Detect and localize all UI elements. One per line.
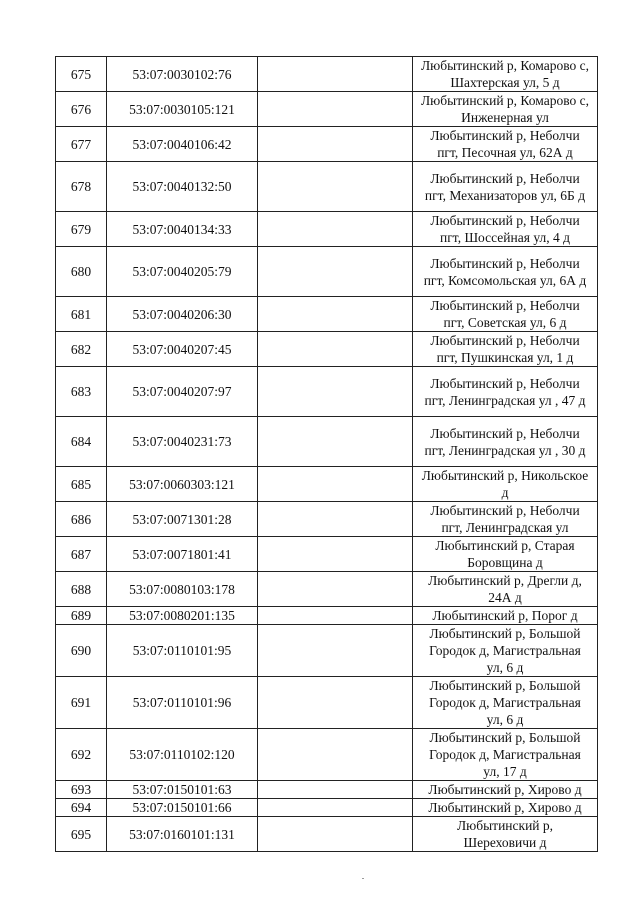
address-cell (413, 781, 598, 799)
address-line: Любытинский р, Хирово д (428, 800, 582, 815)
address-cell (413, 502, 598, 537)
address-line: Любытинский р, Комарово с, (421, 93, 589, 108)
table-row (56, 572, 598, 607)
cadastral-number-cell: 53:07:0110101:95 (107, 625, 258, 677)
cadastral-number-cell: 53:07:0040134:33 (107, 212, 258, 247)
address-line: Любытинский р, Большой (429, 678, 581, 693)
cadastral-number-cell: 53:07:0030105:121 (107, 92, 258, 127)
row-number-cell: 683 (56, 367, 107, 417)
empty-cell (258, 212, 413, 247)
address-line: ул, 6 д (486, 660, 524, 675)
table-row (56, 677, 598, 729)
empty-cell (258, 817, 413, 852)
address-line: д (501, 485, 509, 500)
address-line: Городок д, Магистральная (429, 643, 581, 658)
row-number-cell: 694 (56, 799, 107, 817)
cadastral-number-cell: 53:07:0040231:73 (107, 417, 258, 467)
table-row (56, 57, 598, 92)
table-row (56, 729, 598, 781)
table-row (56, 502, 598, 537)
table-row (56, 625, 598, 677)
address-line: Любытинский р, Порог д (432, 608, 578, 623)
cadastral-number-cell: 53:07:0080103:178 (107, 572, 258, 607)
empty-cell (258, 92, 413, 127)
address-cell (413, 817, 598, 852)
address-line: Любытинский р, Неболчи (430, 375, 580, 391)
address-line: пгт, Комсомольская ул, 6А д (423, 272, 587, 288)
address-cell (413, 367, 598, 417)
cadastral-number-cell: 53:07:0040207:45 (107, 332, 258, 367)
address-line: пгт, Песочная ул, 62А д (437, 145, 573, 160)
address-line: Любытинский р, Неболчи (430, 128, 580, 143)
scan-speck (362, 878, 364, 879)
address-line: Любытинский р, (456, 818, 554, 833)
property-table (55, 56, 598, 852)
cadastral-number-cell: 53:07:0030102:76 (107, 57, 258, 92)
cadastral-number-cell: 53:07:0060303:121 (107, 467, 258, 502)
table-row (56, 817, 598, 852)
cadastral-number-cell: 53:07:0150101:66 (107, 799, 258, 817)
cadastral-number-cell: 53:07:0080201:135 (107, 607, 258, 625)
empty-cell (258, 537, 413, 572)
table-row (56, 799, 598, 817)
address-line: Любытинский р, Неболчи (430, 425, 580, 441)
address-line: Любытинский р, Большой (429, 626, 581, 641)
address-cell (413, 92, 598, 127)
empty-cell (258, 417, 413, 467)
table-row (56, 607, 598, 625)
empty-cell (258, 607, 413, 625)
table-row (56, 417, 598, 467)
cadastral-number-cell: 53:07:0040205:79 (107, 247, 258, 297)
cadastral-number-cell: 53:07:0071301:28 (107, 502, 258, 537)
address-cell (413, 162, 598, 212)
address-line: пгт, Советская ул, 6 д (443, 315, 567, 330)
empty-cell (258, 625, 413, 677)
cadastral-number-cell: 53:07:0040106:42 (107, 127, 258, 162)
cadastral-number-cell: 53:07:0160101:131 (107, 817, 258, 852)
address-line: Боровщина д (467, 555, 543, 570)
empty-cell (258, 572, 413, 607)
address-line: пгт, Шоссейная ул, 4 д (440, 230, 570, 245)
address-line: Любытинский р, Дрегли д, (428, 573, 582, 588)
empty-cell (258, 57, 413, 92)
address-line: Городок д, Магистральная (429, 695, 581, 710)
table-row (56, 92, 598, 127)
address-cell (413, 417, 598, 467)
empty-cell (258, 247, 413, 297)
address-line: Любытинский р, Старая (435, 538, 575, 553)
table-row (56, 162, 598, 212)
address-line: Любытинский р, Хирово д (428, 782, 582, 797)
empty-cell (258, 502, 413, 537)
address-cell (413, 625, 598, 677)
empty-cell (258, 729, 413, 781)
row-number-cell: 695 (56, 817, 107, 852)
table-row (56, 781, 598, 799)
row-number-cell: 677 (56, 127, 107, 162)
address-line: Любытинский р, Неболчи (430, 503, 580, 518)
row-number-cell: 692 (56, 729, 107, 781)
address-cell (413, 247, 598, 297)
row-number-cell: 680 (56, 247, 107, 297)
row-number-cell: 679 (56, 212, 107, 247)
cadastral-number-cell: 53:07:0071801:41 (107, 537, 258, 572)
row-number-cell: 682 (56, 332, 107, 367)
address-line: пгт, Ленинградская ул (441, 520, 569, 535)
address-cell (413, 607, 598, 625)
cadastral-number-cell: 53:07:0040206:30 (107, 297, 258, 332)
row-number-cell: 689 (56, 607, 107, 625)
address-line: Любытинский р, Неболчи (430, 333, 580, 348)
address-line: ул, 6 д (486, 712, 524, 727)
table-row (56, 247, 598, 297)
address-line: пгт, Пушкинская ул, 1 д (436, 350, 574, 365)
address-line: 24А д (488, 590, 522, 605)
row-number-cell: 675 (56, 57, 107, 92)
empty-cell (258, 677, 413, 729)
address-cell (413, 729, 598, 781)
address-line: ул, 17 д (483, 764, 527, 779)
address-cell (413, 799, 598, 817)
cadastral-number-cell: 53:07:0040132:50 (107, 162, 258, 212)
cadastral-number-cell: 53:07:0150101:63 (107, 781, 258, 799)
empty-cell (258, 332, 413, 367)
table-row (56, 332, 598, 367)
empty-cell (258, 799, 413, 817)
address-cell (413, 537, 598, 572)
row-number-cell: 688 (56, 572, 107, 607)
address-line: Шахтерская ул, 5 д (450, 75, 560, 90)
cadastral-number-cell: 53:07:0110102:120 (107, 729, 258, 781)
address-line: Городок д, Магистральная (429, 747, 581, 762)
row-number-cell: 690 (56, 625, 107, 677)
table-row (56, 212, 598, 247)
row-number-cell: 691 (56, 677, 107, 729)
empty-cell (258, 297, 413, 332)
address-line: Любытинский р, Неболчи (430, 170, 580, 186)
table-body (56, 57, 598, 852)
address-cell (413, 212, 598, 247)
address-line: пгт, Механизаторов ул, 6Б д (424, 187, 586, 203)
address-line: пгт, Ленинградская ул , 30 д (424, 442, 586, 458)
row-number-cell: 678 (56, 162, 107, 212)
address-line: Любытинский р, Неболчи (430, 255, 580, 271)
address-line: Шереховичи д (463, 835, 547, 850)
table-row (56, 537, 598, 572)
row-number-cell: 681 (56, 297, 107, 332)
row-number-cell: 685 (56, 467, 107, 502)
address-cell (413, 467, 598, 502)
row-number-cell: 693 (56, 781, 107, 799)
cadastral-number-cell: 53:07:0110101:96 (107, 677, 258, 729)
empty-cell (258, 127, 413, 162)
address-cell (413, 127, 598, 162)
empty-cell (258, 162, 413, 212)
table-row (56, 127, 598, 162)
address-cell (413, 332, 598, 367)
empty-cell (258, 781, 413, 799)
empty-cell (258, 367, 413, 417)
table-row (56, 367, 598, 417)
address-line: пгт, Ленинградская ул , 47 д (424, 392, 586, 408)
row-number-cell: 687 (56, 537, 107, 572)
row-number-cell: 686 (56, 502, 107, 537)
address-cell (413, 57, 598, 92)
address-cell (413, 677, 598, 729)
cadastral-number-cell: 53:07:0040207:97 (107, 367, 258, 417)
row-number-cell: 684 (56, 417, 107, 467)
empty-cell (258, 467, 413, 502)
table-row (56, 297, 598, 332)
address-cell (413, 572, 598, 607)
address-line: Инженерная ул (461, 110, 549, 125)
address-line: Любытинский р, Никольское (421, 468, 589, 483)
row-number-cell: 676 (56, 92, 107, 127)
address-line: Любытинский р, Неболчи (430, 298, 580, 313)
table-row (56, 467, 598, 502)
address-line: Любытинский р, Неболчи (430, 213, 580, 228)
address-line: Любытинский р, Большой (429, 730, 581, 745)
address-cell (413, 297, 598, 332)
address-line: Любытинский р, Комарово с, (421, 58, 589, 73)
